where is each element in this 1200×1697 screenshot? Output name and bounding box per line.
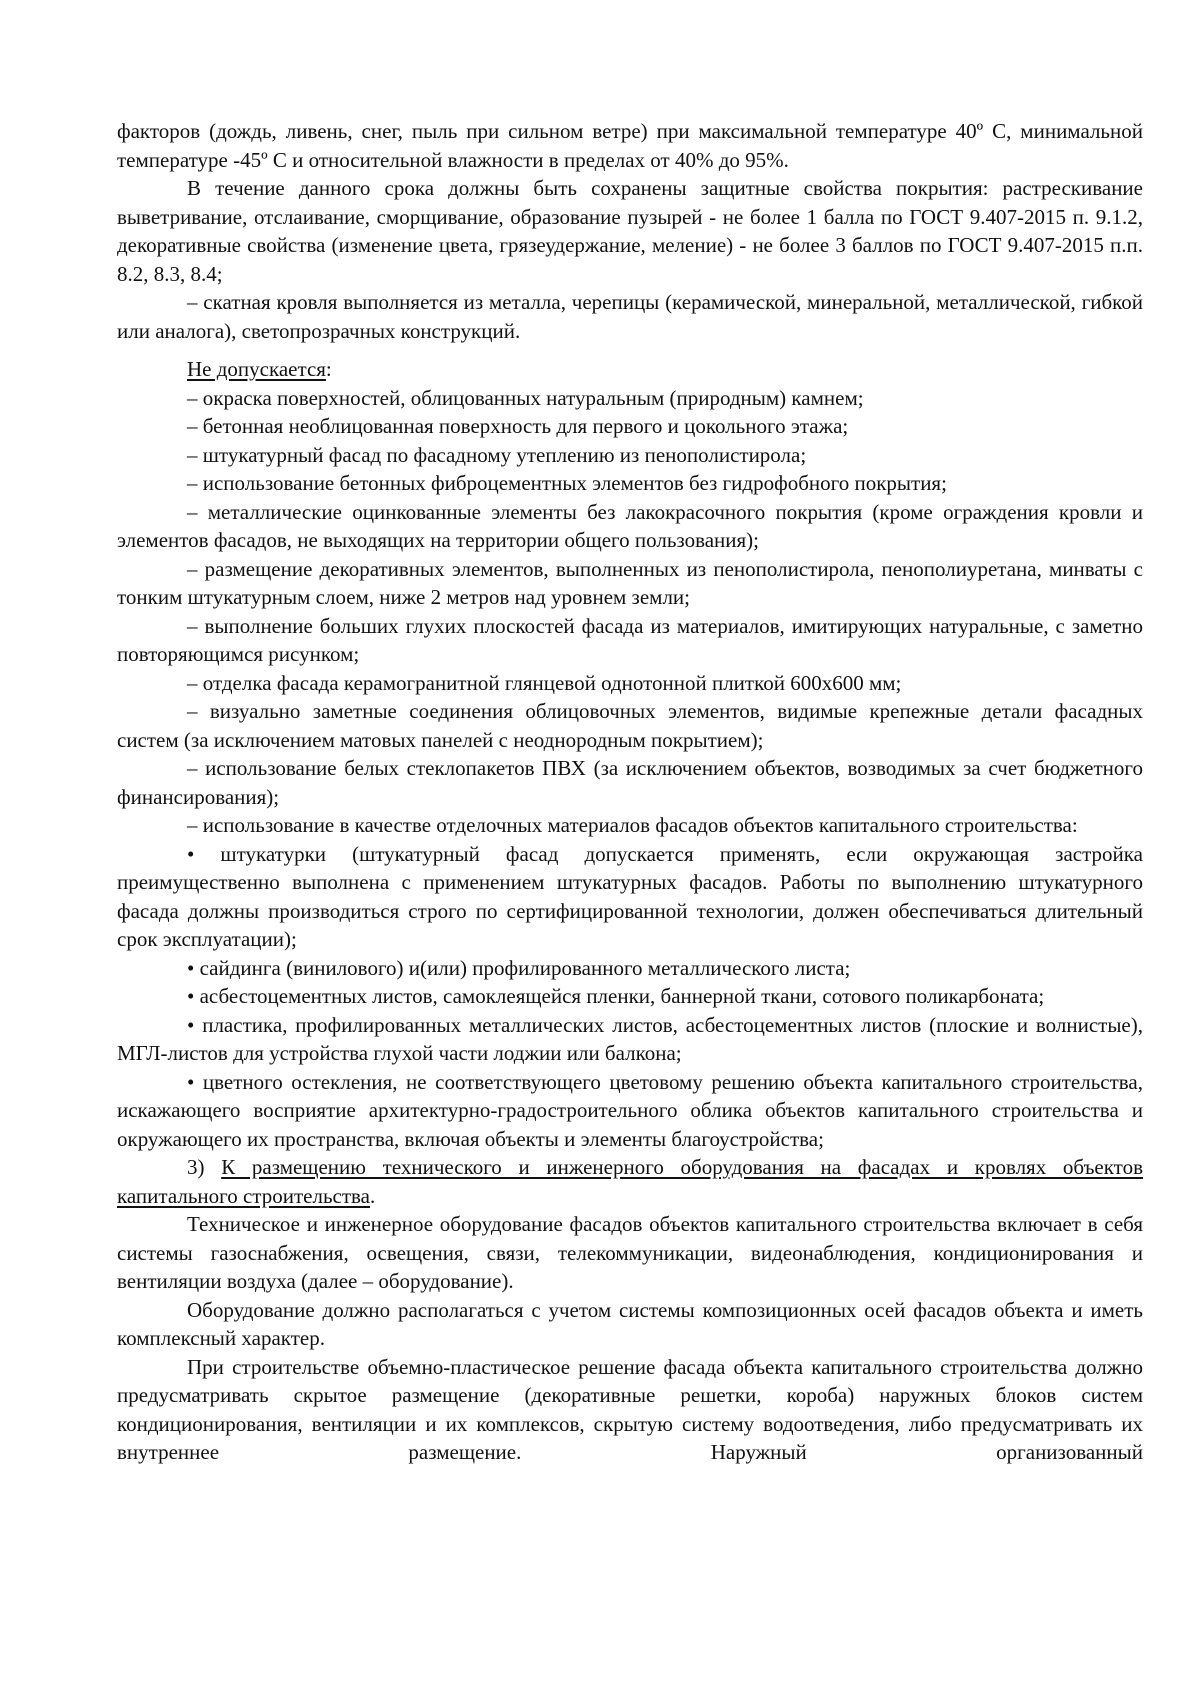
- list-item: – окраска поверхностей, облицованных натуральным (природным) камнем;: [187, 385, 864, 410]
- document-page: [117, 117, 1143, 1467]
- list-item: – отделка фасада керамогранитной глянцевой однотонной плиткой 600х600 мм;: [187, 670, 902, 695]
- paragraph-conditions: факторов (дождь, ливень, снег, пыль при сильном ветре) при максимальной температуре 40º С, минимальной температуре -45º С и относительной влажности в пределах от 40% до 95%.: [117, 119, 1143, 172]
- list-item: – размещение декоративных элементов, выполненных из пенополистирола, пенополиуретана, минваты с тонким штукатурным слоем, ниже 2 метров над уровнем земли;: [117, 556, 1143, 609]
- list-item: – штукатурный фасад по фасадному утеплению из пенополистирола;: [187, 442, 807, 467]
- list-item: – визуально заметные соединения облицовочных элементов, видимые крепежные детали фасадных систем (за исключением матовых панелей с неоднородным покрытием);: [117, 699, 1143, 752]
- list-item: – использование в качестве отделочных материалов фасадов объектов капитального строительства:: [187, 813, 1078, 837]
- section-3-number: 3): [187, 1155, 205, 1179]
- paragraph-equipment-definition: Техническое и инженерное оборудование фасадов объектов капитального строительства включает в себя системы газоснабжения, освещения, связи, телекоммуникации, видеонаблюдения, кондиционирования и вентиляции воздуха (далее – оборудование).: [117, 1212, 1143, 1293]
- section-3-heading: [117, 1153, 1143, 1210]
- list-item: – металлические оцинкованные элементы без лакокрасочного покрытия (кроме ограждения кровли и элементов фасадов, не выходящих на территории общего пользования);: [117, 499, 1143, 552]
- paragraph-protective-properties: В течение данного срока должны быть сохранены защитные свойства покрытия: растрескивание выветривание, отслаивание, сморщивание, образование пузырей - не более 1 балла по ГОСТ 9.407-2015 п. 9.1.2, декоративные свойства (изменение цвета, грязеудержание, меление) - не более 3 баллов по ГОСТ 9.407-2015 п.п. 8.2, 8.3, 8.4;: [117, 176, 1143, 286]
- list-item: – использование бетонных фиброцементных элементов без гидрофобного покрытия;: [187, 471, 947, 495]
- not-allowed-heading-text: Не допускается: [187, 357, 326, 381]
- bullet-item: • сайдинга (винилового) и(или) профилированного металлического листа;: [187, 955, 851, 980]
- list-item: – использование белых стеклопакетов ПВХ (за исключением объектов, возводимых за счет бюджетного финансирования);: [117, 756, 1143, 809]
- bullet-item: • асбестоцементных листов, самоклеящейся пленки, баннерной ткани, сотового поликарбоната;: [187, 984, 1045, 1008]
- section-3-title: К размещению технического и инженерного оборудования на фасадах и кровлях объектов капитального строительства: [117, 1155, 1143, 1208]
- not-allowed-heading: [117, 355, 1143, 384]
- paragraph-pitched-roof: – скатная кровля выполняется из металла, черепицы (керамической, минеральной, металлической, гибкой или аналога), светопрозрачных конструкций.: [117, 290, 1143, 343]
- not-allowed-heading-suffix: :: [325, 357, 332, 381]
- list-item: – выполнение больших глухих плоскостей фасада из материалов, имитирующих натуральные, с заметно повторяющимся рисунком;: [117, 613, 1143, 666]
- paragraph-construction-requirements: При строительстве объемно-пластическое решение фасада объекта капитального строительства должно предусматривать скрытое размещение (декоративные решетки, короба) наружных блоков систем кондиционирования, вентиляции и их комплексов, скрытую систему водоотведения, либо предусматривать их внутреннее размещение. Наружный организованный: [117, 1354, 1143, 1464]
- bullet-item: • пластика, профилированных металлических листов, асбестоцементных листов (плоские и волнистые), МГЛ-листов для устройства глухой части лоджии или балкона;: [117, 1012, 1143, 1065]
- section-3-title-suffix: .: [369, 1183, 376, 1208]
- list-item: – бетонная необлицованная поверхность для первого и цокольного этажа;: [187, 414, 849, 438]
- bullet-item: • цветного остекления, не соответствующего цветовому решению объекта капитального строительства, искажающего восприятие архитектурно-градостроительного облика объектов капитального строительства и окружающего их пространства, включая объекты и элементы благоустройства;: [117, 1069, 1143, 1151]
- bullet-item: • штукатурки (штукатурный фасад допускается применять, если окружающая застройка преимущественно выполнена с применением штукатурных фасадов. Работы по выполнению штукатурного фасада должны производиться строго по сертифицированной технологии, должен обеспечиваться длительный срок эксплуатации);: [117, 841, 1143, 951]
- paragraph-equipment-placement: Оборудование должно располагаться с учетом системы композиционных осей фасадов объекта и иметь комплексный характер.: [117, 1297, 1143, 1350]
